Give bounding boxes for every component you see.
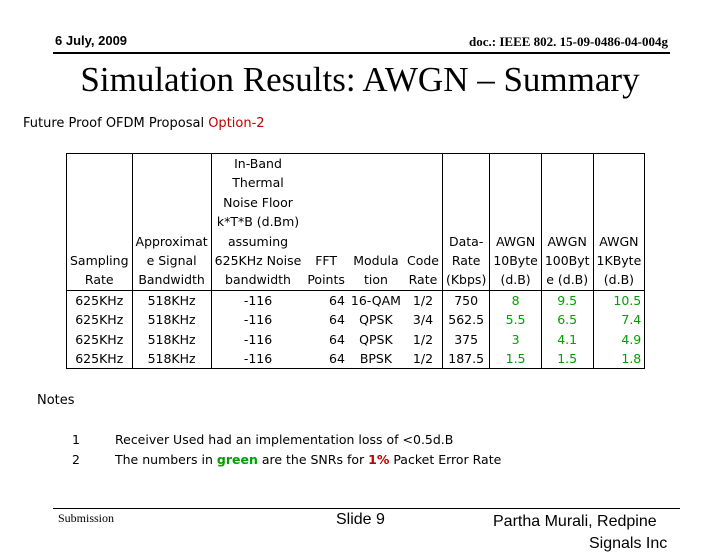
table-row — [67, 290, 645, 310]
note-red-percent: 1% — [368, 452, 390, 467]
header-data-rate: Data- Rate (Kbps) — [442, 154, 489, 291]
notes-heading: Notes — [37, 393, 75, 408]
subtitle — [23, 116, 265, 131]
results-table — [66, 153, 645, 369]
cell-awgn-1kbyte: 4.9 — [593, 330, 645, 349]
cell-bandwidth: 518KHz — [132, 349, 211, 369]
header-code-rate: Code Rate — [404, 154, 443, 291]
cell-code-rate: 1/2 — [404, 349, 443, 369]
cell-modulation: QPSK — [359, 312, 393, 328]
footer-rule — [53, 508, 680, 509]
footer-author — [493, 511, 667, 555]
cell-awgn-100byte: 4.1 — [541, 330, 593, 349]
cell-data-rate: 750 — [442, 290, 489, 310]
cell-noise-floor: -116 — [211, 349, 304, 369]
cell-data-rate: 187.5 — [442, 349, 489, 369]
header-sampling-rate: Sampling Rate — [67, 154, 133, 291]
header-signal-bandwidth: Approximat e Signal Bandwidth — [132, 154, 211, 291]
cell-code-rate: 1/2 — [404, 290, 443, 310]
footer-submission: Submission — [58, 511, 115, 525]
table-header-row — [67, 154, 645, 291]
cell-sampling-rate: 625KHz — [67, 290, 133, 310]
cell-awgn-10byte: 1.5 — [490, 349, 541, 369]
cell-bandwidth: 518KHz — [132, 290, 211, 310]
page-title: Simulation Results: AWGN – Summary — [80, 60, 640, 99]
table-row — [67, 330, 645, 349]
cell-awgn-1kbyte: 10.5 — [593, 290, 645, 310]
cell-awgn-1kbyte: 1.8 — [593, 349, 645, 369]
footer-author-line2: Signals Inc — [589, 535, 668, 552]
header-awgn-1kbyte: AWGN 1KByte (d.B) — [593, 154, 645, 291]
cell-fft-points: 64 — [329, 331, 345, 347]
cell-awgn-100byte: 9.5 — [541, 290, 593, 310]
note-number: 2 — [72, 452, 80, 467]
header-awgn-100byte: AWGN 100Byt e (d.B) — [541, 154, 593, 291]
cell-sampling-rate: 625KHz — [67, 349, 133, 369]
cell-data-rate: 562.5 — [442, 310, 489, 329]
cell-bandwidth: 518KHz — [132, 330, 211, 349]
subtitle-text: Future Proof OFDM Proposal — [23, 116, 209, 131]
cell-noise-floor: -116 — [211, 310, 304, 329]
cell-fft-points: 64 — [304, 349, 348, 369]
cell-awgn-1kbyte: 7.4 — [593, 310, 645, 329]
table-row — [67, 349, 645, 369]
cell-awgn-10byte: 3 — [490, 330, 541, 349]
cell-modulation: 16-QAM — [348, 290, 404, 310]
header-noise-floor: In-Band Thermal Noise Floor k*T*B (d.Bm) assuming 625KHz Noise bandwidth — [211, 154, 304, 291]
table-row — [67, 310, 645, 329]
footer-author-line1: Partha Murali, Redpine — [493, 513, 657, 530]
cell-data-rate: 375 — [442, 330, 489, 349]
subtitle-option: Option-2 — [208, 116, 265, 131]
header-fft-points: FFT Points — [304, 154, 348, 291]
cell-noise-floor: -116 — [211, 330, 304, 349]
header-date: 6 July, 2009 — [55, 33, 128, 48]
note-text: Receiver Used had an implementation loss of <0.5d.B — [115, 432, 454, 447]
cell-noise-floor: -116 — [211, 290, 304, 310]
header-rule — [53, 52, 670, 54]
cell-awgn-100byte: 1.5 — [541, 349, 593, 369]
cell-fft-points: 64 — [329, 312, 345, 328]
header-modulation: Modula tion — [348, 154, 404, 291]
note-number: 1 — [72, 432, 80, 447]
header-awgn-10byte: AWGN 10Byte (d.B) — [490, 154, 541, 291]
cell-awgn-100byte: 6.5 — [541, 310, 593, 329]
cell-code-rate: 1/2 — [412, 331, 434, 347]
header-doc-id: doc.: IEEE 802. 15-09-0486-04-004g — [469, 34, 668, 49]
cell-sampling-rate: 625KHz — [67, 330, 133, 349]
cell-awgn-10byte: 8 — [490, 290, 541, 310]
cell-code-rate: 3/4 — [412, 312, 434, 328]
cell-awgn-10byte: 5.5 — [490, 310, 541, 329]
note-text: The numbers in green are the SNRs for 1% Packet Error Rate — [115, 452, 502, 467]
note-green-word: green — [216, 452, 258, 467]
cell-modulation: BPSK — [348, 349, 404, 369]
cell-fft-points: 64 — [304, 290, 348, 310]
footer-slide-number: Slide 9 — [336, 511, 385, 528]
cell-modulation: QPSK — [359, 331, 393, 347]
cell-bandwidth: 518KHz — [132, 310, 211, 329]
cell-sampling-rate: 625KHz — [67, 310, 133, 329]
